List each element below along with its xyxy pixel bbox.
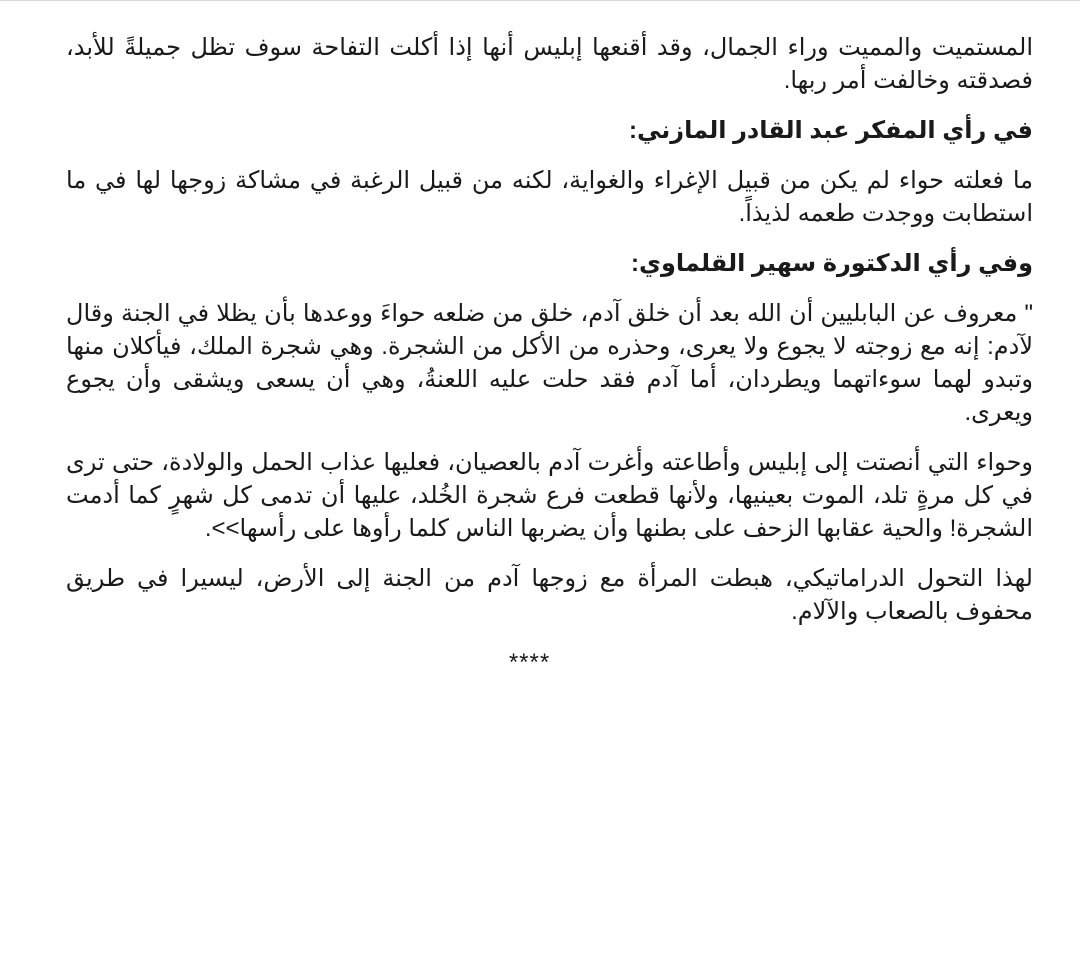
paragraph-descent: لهذا التحول الدراماتيكي، هبطت المرأة مع زوجها آدم من الجنة إلى الأرض، ليسيرا في طريق محفوف بالصعاب والآلام. bbox=[66, 565, 1033, 625]
heading-mazni-opinion: في رأي المفكر عبد القادر المازني: bbox=[628, 117, 1033, 144]
paragraph-eve-punishment: وحواء التي أنصتت إلى إبليس وأطاعته وأغرت آدم بالعصيان، فعليها عذاب الحمل والولادة، حتى ترى في كل مرةٍ تلد، الموت بعينيها، ولأنها قطعت فرع شجرة الخُلد، عليها أن تدمى كل شهرٍ كما أدمت الشجرة! والحية عقابها الزحف على بطنها وأن يضربها الناس كلما رأوها على رأسها>>. bbox=[66, 449, 1033, 542]
paragraph-beauty: المستميت والمميت وراء الجمال، وقد أقنعها إبليس أنها إذا أكلت التفاحة سوف تظل جميلةً للأبد، فصدقته وخالفت أمر ربها. bbox=[66, 34, 1033, 94]
paragraph-babylonians: " معروف عن البابليين أن الله بعد أن خلق آدم، خلق من ضلعه حواءَ ووعدها بأن يظلا في الجنة وقال لآدم: إنه مع زوجته لا يجوع ولا يعرى، وحذره من الأكل من الشجرة. وهي شجرة الملك، فيأكلان منها وتبدو لهما سوءاتهما ويطردان، أما آدم فقد حلت عليه اللعنةُ، وهي أن يسعى ويشقى وأن يجوع ويعرى. bbox=[66, 300, 1034, 426]
section-separator: **** bbox=[508, 649, 551, 676]
document-body bbox=[66, 31, 1033, 679]
heading-qalamawi-opinion: وفي رأي الدكتورة سهير القلماوي: bbox=[631, 250, 1033, 277]
paragraph-mazni: ما فعلته حواء لم يكن من قبيل الإغراء والغواية، لكنه من قبيل الرغبة في مشاكة زوجها لها في ما استطابت ووجدت طعمه لذيذاً. bbox=[66, 167, 1033, 227]
